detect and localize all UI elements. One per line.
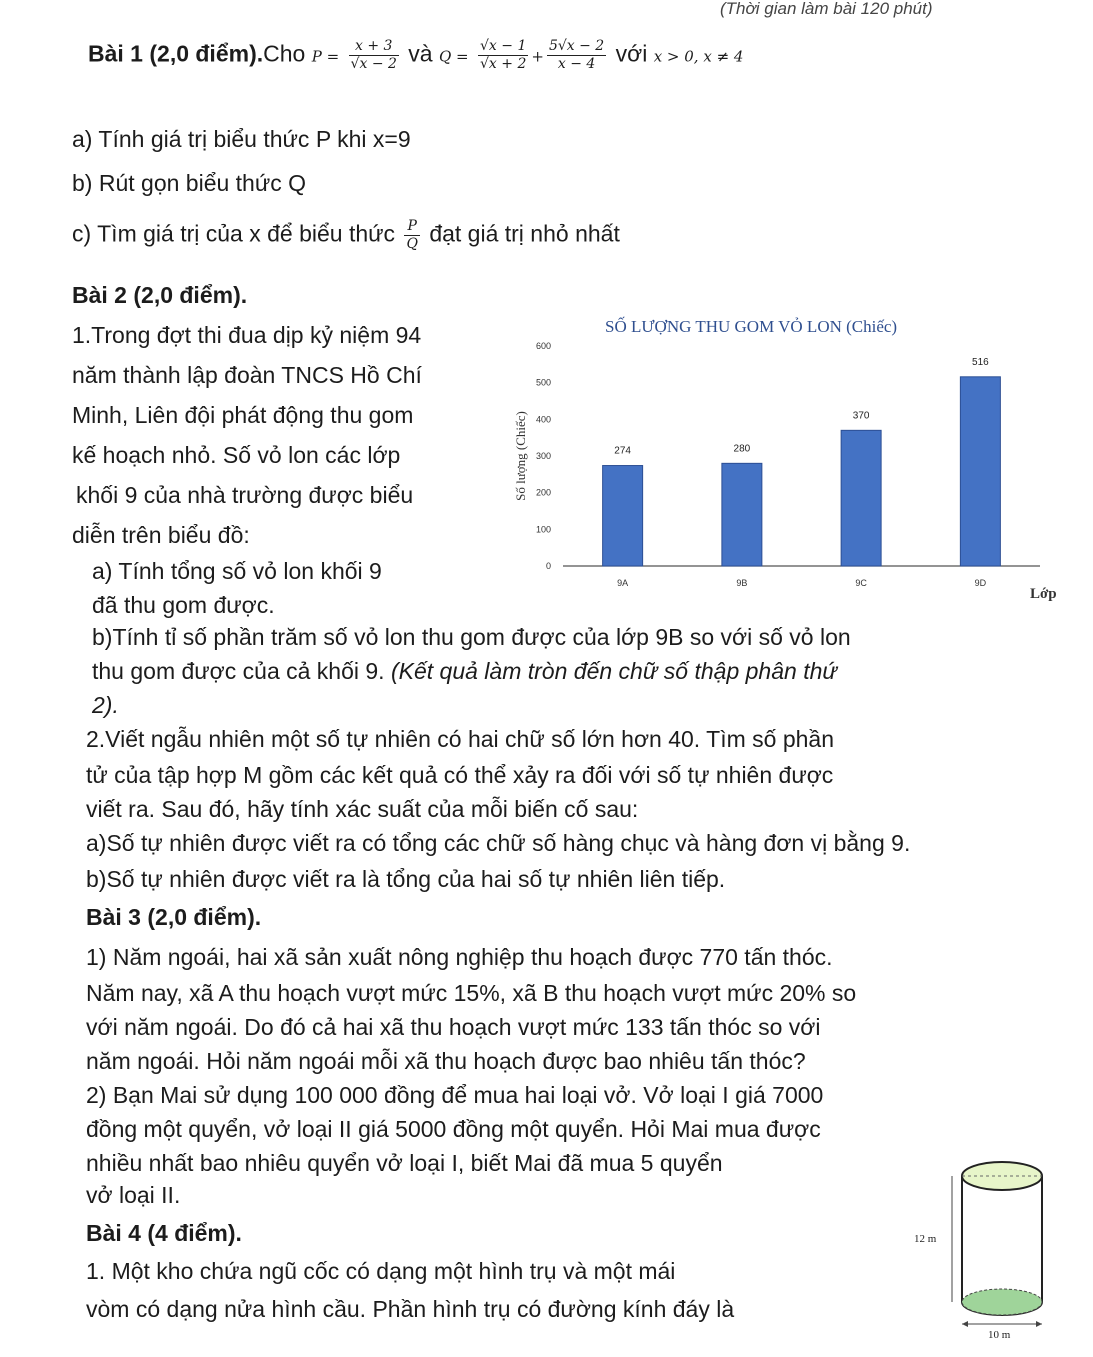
time-note: (Thời gian làm bài 120 phút) (720, 0, 933, 18)
bai2-part-b-1: b)Tính tỉ số phần trăm số vỏ lon thu gom được của lớp 9B so với số vỏ lon (92, 624, 851, 650)
condition: x > 0, x ≠ 4 (653, 47, 744, 66)
p-lhs: P = (311, 47, 340, 66)
bai2-part-b-2 (92, 656, 837, 686)
y-tick-label: 600 (535, 341, 551, 351)
bai2-part-a-1: a) Tính tổng số vỏ lon khối 9 (92, 558, 382, 584)
bai4-title: Bài 4 (4 điểm). (86, 1220, 242, 1246)
q2-denominator: x − 4 (557, 56, 596, 72)
voi-word: với (615, 40, 648, 67)
bai2-text-1: 1.Trong đợt thi đua dịp kỷ niệm 94 (72, 322, 422, 348)
q1-denominator: √x + 2 (480, 56, 527, 72)
silo-svg (900, 1152, 1050, 1352)
bai2-p2-1: 2.Viết ngẫu nhiên một số tự nhiên có hai chữ số lớn hơn 40. Tìm số phần (86, 726, 835, 752)
part-c-post: đạt giá trị nhỏ nhất (429, 220, 620, 247)
bai1-part-b: b) Rút gọn biểu thức Q (72, 170, 307, 196)
part-b-italic: (Kết quả làm tròn đến chữ số thập phân thứ (390, 658, 837, 684)
bai2-p2-2: tử của tập hợp M gồm các kết quả có thể xảy ra đối với số tự nhiên được (86, 762, 834, 788)
cylinder-bottom-ellipse (962, 1289, 1042, 1315)
bar-chart (495, 308, 1075, 608)
data-label-9c: 370 (852, 410, 870, 422)
height-label: 12 m (914, 1233, 937, 1245)
part-b-plain: thu gom được của cả khối 9. (92, 658, 391, 684)
bar-9b (722, 463, 762, 566)
y-tick-label: 0 (545, 561, 551, 571)
data-label-9b: 280 (733, 443, 751, 455)
y-tick-label: 200 (535, 487, 551, 498)
y-tick-label: 100 (535, 524, 551, 535)
q2-numerator: 5√x − 2 (548, 38, 605, 54)
bai2-p2-3: viết ra. Sau đó, hãy tính xác suất của mỗi biến cố sau: (86, 796, 639, 822)
bai2-title: Bài 2 (2,0 điểm). (72, 282, 248, 308)
x-axis-label: Lớp (1030, 586, 1057, 602)
y-tick-label: 500 (535, 377, 551, 388)
y-axis-label: Số lượng (Chiếc) (513, 411, 528, 501)
q-fraction-1 (478, 38, 528, 73)
bai3-text-3: với năm ngoái. Do đó cả hai xã thu hoạch vượt mức 133 tấn thóc so với (86, 1014, 821, 1040)
plus-sign: + (531, 47, 544, 66)
bai3-text-1: 1) Năm ngoái, hai xã sản xuất nông nghiệp thu hoạch được 770 tấn thóc. (86, 944, 833, 970)
chart-title: SỐ LƯỢNG THU GOM VỎ LON (Chiếc) (605, 317, 898, 336)
bai2-text-3: Minh, Liên đội phát động thu gom (72, 402, 414, 428)
bai4-text-1: 1. Một kho chứa ngũ cốc có dạng một hình trụ và một mái (86, 1258, 676, 1284)
bai3-title: Bài 3 (2,0 điểm). (86, 904, 262, 930)
bai2-part-a-2: đã thu gom được. (92, 592, 275, 618)
diameter-label: 10 m (988, 1329, 1011, 1341)
diameter-arrow-right (1036, 1321, 1042, 1327)
bai3-text-7: nhiều nhất bao nhiêu quyển vở loại I, biết Mai đã mua 5 quyển (86, 1150, 723, 1176)
x-tick-label: 9D (974, 578, 987, 588)
bai2-text-4: kế hoạch nhỏ. Số vỏ lon các lớp (72, 442, 401, 468)
pq-numerator: P (404, 218, 419, 236)
bai2-p2-b: b)Số tự nhiên được viết ra là tổng của hai số tự nhiên liên tiếp. (86, 866, 726, 892)
bai2-part-b-3: 2). (92, 692, 119, 718)
cho-word: Cho (263, 40, 306, 67)
data-label-9a: 274 (614, 445, 631, 457)
q-lhs: Q = (438, 47, 469, 66)
x-tick-label: 9B (736, 578, 748, 588)
pq-denominator: Q (406, 236, 418, 252)
q-fraction-2 (547, 38, 606, 73)
p-denominator: √x − 2 (350, 56, 397, 72)
silo-figure (900, 1152, 1050, 1352)
bar-9c (841, 430, 881, 566)
bai3-text-4: năm ngoái. Hỏi năm ngoái mỗi xã thu hoạch được bao nhiêu tấn thóc? (86, 1048, 806, 1074)
bai3-text-5: 2) Bạn Mai sử dụng 100 000 đồng để mua hai loại vở. Vở loại I giá 7000 (86, 1082, 824, 1108)
bai3-text-6: đồng một quyển, vở loại II giá 5000 đồng một quyển. Hỏi Mai mua được (86, 1116, 821, 1142)
bai3-text-8: vở loại II. (86, 1182, 181, 1208)
bai2-text-5: khối 9 của nhà trường được biểu (76, 482, 414, 508)
data-label-9d: 516 (972, 356, 989, 368)
bai2-p2-a: a)Số tự nhiên được viết ra có tổng các chữ số hàng chục và hàng đơn vị bằng 9. (86, 830, 911, 856)
bai2-text-6: diễn trên biểu đồ: (72, 522, 250, 548)
p-numerator: x + 3 (349, 38, 399, 56)
bai1-title: Bài 1 (2,0 điểm). (88, 40, 264, 67)
bai4-text-2: vòm có dạng nửa hình cầu. Phần hình trụ có đường kính đáy là (86, 1296, 735, 1322)
bai2-text-2: năm thành lập đoàn TNCS Hồ Chí (72, 362, 422, 388)
bar-9d (960, 377, 1000, 566)
x-tick-label: 9A (617, 578, 629, 588)
p-over-q-fraction (404, 218, 419, 253)
y-tick-label: 400 (535, 414, 551, 425)
diameter-arrow-left (962, 1321, 968, 1327)
bai1-part-a: a) Tính giá trị biểu thức P khi x=9 (72, 126, 411, 152)
y-tick-label: 300 (535, 451, 551, 461)
bai1-part-c (72, 218, 620, 253)
part-c-pre: c) Tìm giá trị của x để biểu thức (72, 220, 396, 247)
bar-9a (603, 466, 643, 566)
x-tick-label: 9C (855, 578, 867, 588)
q1-numerator: √x − 1 (480, 38, 527, 54)
p-fraction (349, 38, 399, 73)
bai3-text-2: Năm nay, xã A thu hoạch vượt mức 15%, xã B thu hoạch vượt mức 20% so (86, 980, 857, 1006)
bai1-line (88, 38, 743, 73)
va-word: và (408, 40, 433, 67)
chart-svg (495, 308, 1075, 608)
